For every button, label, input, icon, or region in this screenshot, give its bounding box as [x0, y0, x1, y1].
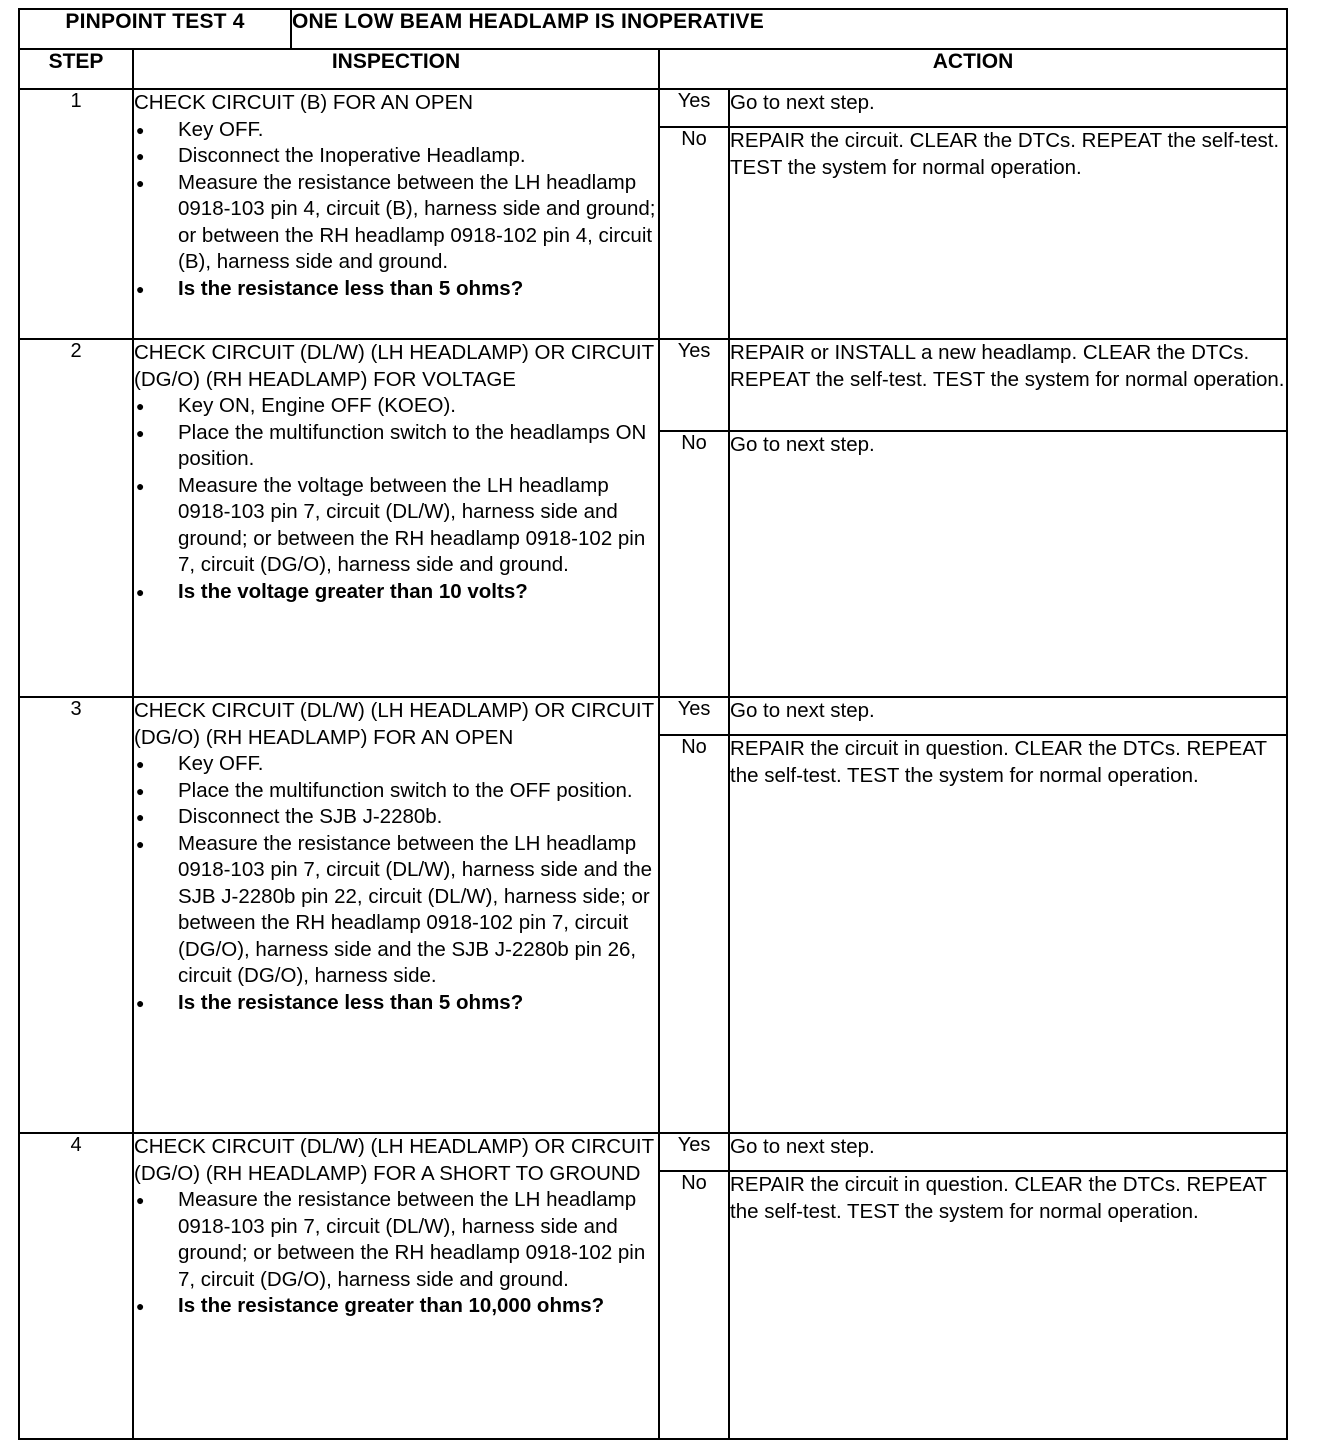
step-row-yes	[19, 1133, 1287, 1171]
step-inspection	[133, 89, 659, 339]
bullet-icon: ●	[136, 398, 145, 414]
bullet-text: Key OFF.	[178, 117, 264, 141]
title-row	[19, 9, 1287, 49]
step-inspection	[133, 697, 659, 1133]
question-text: Is the resistance less than 5 ohms?	[178, 990, 524, 1014]
yes-label: Yes	[659, 697, 729, 735]
inspection-question	[134, 276, 658, 303]
bullet-icon: ●	[136, 1298, 145, 1314]
question-text: Is the voltage greater than 10 volts?	[178, 579, 528, 603]
column-header-step: STEP	[19, 49, 133, 89]
step-inspection	[133, 1133, 659, 1439]
inspection-question	[134, 1293, 658, 1320]
yes-action: Go to next step.	[729, 89, 1287, 127]
inspection-bullet	[134, 393, 658, 420]
no-label: No	[659, 735, 729, 1133]
inspection-bullets	[134, 1187, 658, 1320]
inspection-bullet	[134, 804, 658, 831]
bullet-icon: ●	[136, 756, 145, 772]
question-text: Is the resistance less than 5 ohms?	[178, 276, 524, 300]
no-label: No	[659, 127, 729, 339]
inspection-heading: CHECK CIRCUIT (DL/W) (LH HEADLAMP) OR CIRCUIT (DG/O) (RH HEADLAMP) FOR A SHORT TO GROUND	[134, 1135, 654, 1185]
inspection-bullets	[134, 751, 658, 1016]
inspection-question	[134, 579, 658, 606]
step-row-yes	[19, 697, 1287, 735]
yes-action: REPAIR or INSTALL a new headlamp. CLEAR the DTCs. REPEAT the self-test. TEST the system for normal operation.	[729, 339, 1287, 431]
step-number: 1	[19, 89, 133, 339]
inspection-bullets	[134, 117, 658, 303]
bullet-icon: ●	[136, 121, 145, 138]
bullet-text: Place the multifunction switch to the OFF position.	[178, 778, 633, 802]
question-text: Is the resistance greater than 10,000 ohms?	[178, 1294, 605, 1317]
yes-action: Go to next step.	[729, 1133, 1287, 1171]
no-action: REPAIR the circuit in question. CLEAR the DTCs. REPEAT the self-test. TEST the system for normal operation.	[729, 735, 1287, 1133]
column-header-inspection: INSPECTION	[133, 49, 659, 89]
inspection-bullet	[134, 778, 658, 805]
bullet-text: Measure the resistance between the LH headlamp 0918-103 pin 7, circuit (DL/W), harness side and ground; or between the RH headlamp 0918-102 pin 7, circuit (DG/O), harness side and ground.	[178, 1188, 646, 1291]
bullet-icon: ●	[136, 424, 145, 441]
bullet-text: Key ON, Engine OFF (KOEO).	[178, 394, 456, 417]
bullet-icon: ●	[136, 994, 145, 1011]
inspection-heading: CHECK CIRCUIT (DL/W) (LH HEADLAMP) OR CIRCUIT (DG/O) (RH HEADLAMP) FOR VOLTAGE	[134, 341, 654, 391]
no-action: REPAIR the circuit in question. CLEAR the DTCs. REPEAT the self-test. TEST the system for normal operation.	[729, 1171, 1287, 1439]
column-header-action: ACTION	[659, 49, 1287, 89]
yes-label: Yes	[659, 1133, 729, 1171]
step-number: 4	[19, 1133, 133, 1439]
pinpoint-test-table	[18, 8, 1288, 1440]
inspection-bullet	[134, 1187, 658, 1293]
inspection-bullet	[134, 143, 658, 170]
step-row-yes	[19, 339, 1287, 431]
inspection-heading: CHECK CIRCUIT (B) FOR AN OPEN	[134, 91, 474, 114]
pinpoint-test-document	[18, 8, 1286, 1440]
inspection-question	[134, 990, 658, 1017]
bullet-icon: ●	[136, 809, 145, 825]
bullet-text: Place the multifunction switch to the headlamps ON position.	[178, 420, 647, 470]
yes-label: Yes	[659, 339, 729, 431]
inspection-bullet	[134, 831, 658, 990]
step-number: 2	[19, 339, 133, 697]
test-description: ONE LOW BEAM HEADLAMP IS INOPERATIVE	[291, 9, 1287, 49]
bullet-icon: ●	[136, 583, 145, 600]
inspection-bullet	[134, 751, 658, 778]
step-number: 3	[19, 697, 133, 1133]
bullet-text: Disconnect the SJB J-2280b.	[178, 805, 443, 828]
step-inspection	[133, 339, 659, 697]
inspection-bullet	[134, 170, 658, 276]
bullet-text: Measure the voltage between the LH headlamp 0918-103 pin 7, circuit (DL/W), harness side and ground; or between the RH headlamp 0918-102 pin 7, circuit (DG/O), harness side and ground.	[178, 473, 646, 576]
bullet-icon: ●	[136, 782, 145, 799]
bullet-text: Measure the resistance between the LH headlamp 0918-103 pin 7, circuit (DL/W), harness side and the SJB J-2280b pin 22, circuit (DL/W), harness side; or between the RH headlamp 0918-102 pin 7, circuit (DG/O), harness side and the SJB J-2280b pin 26, circuit (DG/O), harness side.	[178, 831, 653, 987]
bullet-icon: ●	[136, 280, 145, 297]
step-row-yes	[19, 89, 1287, 127]
yes-label: Yes	[659, 89, 729, 127]
bullet-text: Key OFF.	[178, 752, 264, 775]
bullet-icon: ●	[136, 174, 145, 191]
inspection-bullet	[134, 117, 658, 144]
bullet-icon: ●	[136, 477, 145, 494]
no-label: No	[659, 1171, 729, 1439]
no-label: No	[659, 431, 729, 697]
inspection-bullet	[134, 420, 658, 473]
bullet-icon: ●	[136, 148, 145, 164]
bullet-text: Disconnect the Inoperative Headlamp.	[178, 144, 526, 167]
yes-action: Go to next step.	[729, 697, 1287, 735]
column-header-row	[19, 49, 1287, 89]
no-action: Go to next step.	[729, 431, 1287, 697]
bullet-icon: ●	[136, 835, 145, 852]
inspection-heading: CHECK CIRCUIT (DL/W) (LH HEADLAMP) OR CIRCUIT (DG/O) (RH HEADLAMP) FOR AN OPEN	[134, 699, 654, 749]
test-id: PINPOINT TEST 4	[19, 9, 291, 49]
bullet-text: Measure the resistance between the LH headlamp 0918-103 pin 4, circuit (B), harness side and ground; or between the RH headlamp 0918-102 pin 4, circuit (B), harness side and ground.	[178, 170, 656, 273]
inspection-bullets	[134, 393, 658, 605]
inspection-bullet	[134, 473, 658, 579]
bullet-icon: ●	[136, 1192, 145, 1208]
no-action: REPAIR the circuit. CLEAR the DTCs. REPEAT the self-test. TEST the system for normal operation.	[729, 127, 1287, 339]
